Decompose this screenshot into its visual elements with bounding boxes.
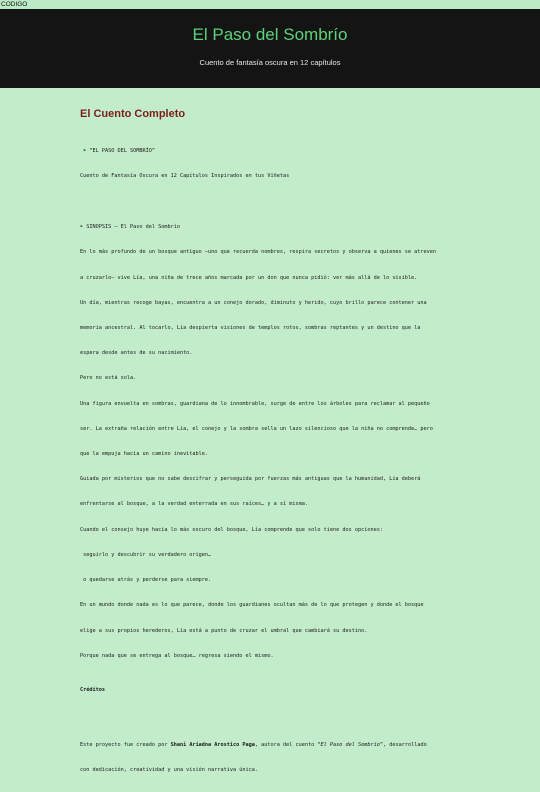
page-title: El Paso del Sombrío xyxy=(192,25,348,44)
credits-author: Shani Ariadna Arostico Paga xyxy=(170,742,255,749)
page-subtitle: Cuento de fantasía oscura en 12 capítulos xyxy=(199,58,341,67)
section-title: El Cuento Completo xyxy=(80,108,186,120)
synopsis-line: ser. La extraña relación entre Lía, el conejo y la sombra sella un lazo silencioso que la niña no comprende… pero xyxy=(80,425,433,432)
story-intro xyxy=(80,130,475,197)
page-header xyxy=(0,9,540,88)
synopsis xyxy=(80,206,475,677)
top-label: CODIGO xyxy=(0,0,540,9)
synopsis-line: Cuando el consejo huye hacia lo más oscuro del bosque, Lía comprende que solo tiene dos opciones: xyxy=(80,526,383,533)
synopsis-line: Una figura envuelta en sombras, guardiana de lo innombrable, surge de entre los árboles para reclamar al pequeño xyxy=(80,400,430,407)
credits-suffix: ”, desarrollado xyxy=(379,742,427,749)
credits-prefix: Este proyecto fue creado por xyxy=(80,742,171,749)
credits-title: El Paso del Sombrío xyxy=(320,742,380,749)
synopsis-line: elige a sus propios herederos, Lía está a punto de cruzar el umbral que cambiará su destino. xyxy=(80,627,368,634)
synopsis-line: En lo más profundo de un bosque antiguo —uno que recuerda nombres, respira secretos y observa a quienes se atreven xyxy=(80,249,437,256)
synopsis-line: que la empuja hacia un camino inevitable. xyxy=(80,451,209,458)
synopsis-line: enfrentarse al bosque, a la verdad enterrada en sus raíces… y a sí misma. xyxy=(80,501,308,508)
credits-mid: , autora del cuento “ xyxy=(254,742,321,749)
synopsis-line: memoria ancestral. Al tocarlo, Lía despierta visiones de templos rotos, sombras reptantes y un destino que la xyxy=(80,324,421,331)
synopsis-line: En un mundo donde nada es lo que parece, donde los guardianes ocultan más de lo que protegen y donde el bosque xyxy=(80,602,424,609)
intro-line: ➤ “EL PASO DEL SOMBRÍO” xyxy=(80,147,155,154)
synopsis-line: Porque nada que se entrega al bosque… regresa siendo el mismo. xyxy=(80,652,274,659)
credits-line-1 xyxy=(80,741,475,749)
credits-text xyxy=(80,724,475,791)
synopsis-line: o quedarse atrás y perderse para siempre. xyxy=(80,577,212,584)
synopsis-line: seguirlo y descubrir su verdadero origen… xyxy=(80,551,212,558)
credits-heading: Créditos xyxy=(80,687,105,693)
synopsis-line: ➤ SINOPSIS — El Paso del Sombrío xyxy=(80,224,180,231)
synopsis-line: Guiada por misterios que no sabe descifrar y perseguida por fuerzas más antiguas que la humanidad, Lía deberá xyxy=(80,476,421,483)
synopsis-line: Pero no está sola. xyxy=(80,375,137,382)
synopsis-line: a cruzarlo— vive Lía, una niña de trece años marcada por un don que nunca pidió: ver más allá de lo visible. xyxy=(80,274,418,281)
credits-line-2: con dedicación, creatividad y una visión narrativa única. xyxy=(80,767,259,774)
synopsis-line: espera desde antes de su nacimiento. xyxy=(80,350,193,357)
intro-line: Cuento de Fantasía Oscura en 12 Capítulos Inspirados en tus Viñetas xyxy=(80,173,290,180)
story-section xyxy=(80,107,475,792)
synopsis-line: Un día, mientras recoge bayas, encuentra a un conejo dorado, diminuto y herido, cuyo brillo parece contener una xyxy=(80,299,427,306)
